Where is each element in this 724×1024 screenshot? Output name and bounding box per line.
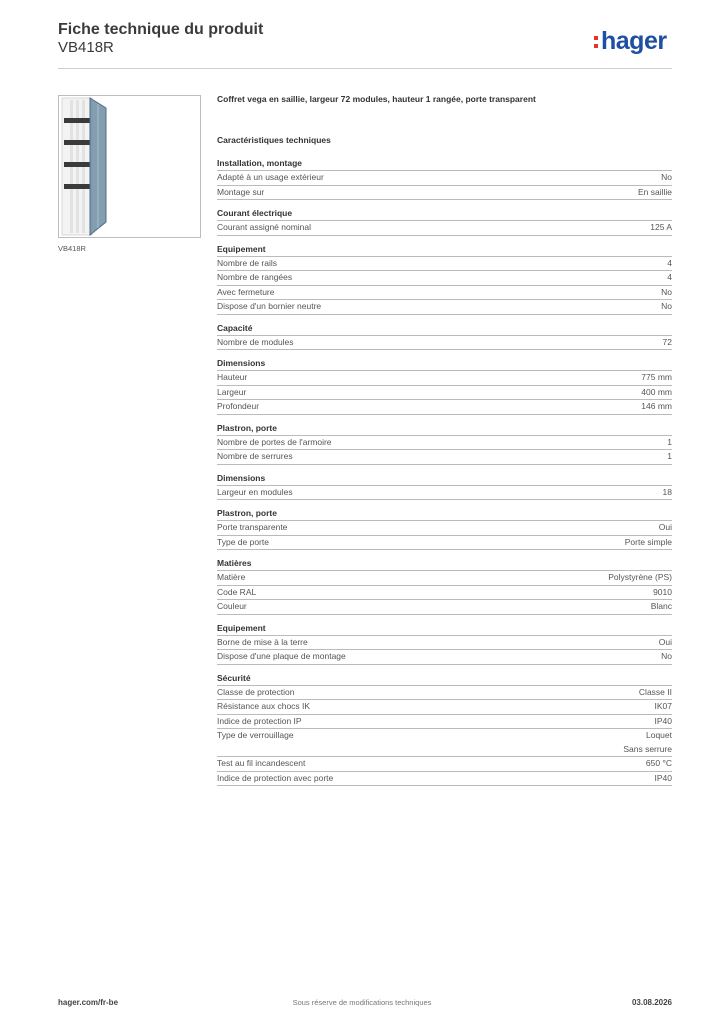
spec-row (217, 185, 672, 201)
spec-section (217, 622, 672, 665)
spec-label: Type de porte (217, 536, 269, 547)
spec-label: Matière (217, 572, 246, 582)
footer-date: 03.08.2026 (631, 998, 672, 1007)
spec-row (217, 335, 672, 351)
spec-section (217, 422, 672, 465)
spec-row (217, 771, 672, 787)
spec-label: Nombre de portes de l'armoire (217, 436, 332, 447)
spec-label: Indice de protection avec porte (217, 772, 334, 783)
spec-row (217, 385, 672, 400)
section-title: Dimensions (217, 472, 266, 483)
spec-row (217, 714, 672, 729)
spec-value: 400 mm (641, 386, 672, 397)
spec-row (217, 685, 672, 700)
footer-notice: Sous réserve de modifications techniques (292, 998, 432, 1007)
spec-row (217, 585, 672, 600)
spec-value: 125 A (650, 222, 672, 232)
spec-label: Test au fil incandescent (217, 758, 306, 768)
section-title: Plastron, porte (217, 422, 277, 433)
spec-value: IP40 (654, 772, 672, 783)
spec-label: Code RAL (217, 586, 257, 597)
spec-value: 4 (667, 257, 672, 268)
spec-row (217, 299, 672, 315)
spec-section (217, 357, 672, 415)
spec-label: Largeur en modules (217, 486, 293, 497)
spec-label: Nombre de rangées (217, 272, 293, 282)
spec-value: Polystyrène (PS) (608, 572, 672, 582)
document-title: Fiche technique du produit (58, 21, 264, 38)
section-title: Equipement (217, 243, 266, 254)
spec-row (217, 485, 672, 501)
spec-row (217, 535, 672, 551)
spec-label: Largeur (217, 386, 247, 397)
spec-section (217, 157, 672, 200)
enclosure-illustration-icon (59, 96, 200, 237)
logo-text: hager (601, 27, 667, 55)
spec-label: Borne de mise à la terre (217, 636, 308, 647)
spec-label: Nombre de modules (217, 336, 294, 347)
spec-label: Résistance aux chocs IK (217, 701, 311, 711)
section-title: Equipement (217, 622, 266, 633)
logo-dots-icon (594, 34, 600, 50)
section-title: Capacité (217, 322, 253, 333)
spec-label: Courant assigné nominal (217, 222, 312, 232)
spec-label: Avec fermeture (217, 286, 275, 297)
spec-label: Adapté à un usage extérieur (217, 172, 324, 182)
spec-label: Dispose d'un bornier neutre (217, 301, 322, 311)
section-title: Plastron, porte (217, 508, 277, 518)
section-title: Sécurité (217, 672, 251, 683)
spec-section (217, 207, 672, 236)
spec-value: 18 (662, 486, 672, 497)
header-divider (58, 68, 672, 69)
spec-label: Montage sur (217, 186, 265, 197)
spec-value: IP40 (654, 715, 672, 726)
spec-value: Classe II (638, 686, 672, 697)
spec-label: Couleur (217, 601, 247, 611)
spec-value: 1 (667, 436, 672, 447)
spec-section (217, 557, 672, 615)
spec-row (217, 756, 672, 771)
spec-label: Profondeur (217, 401, 260, 411)
hager-logo (594, 28, 667, 54)
spec-label: Porte transparente (217, 522, 288, 532)
spec-label: Type de verrouillage (217, 730, 294, 740)
spec-label: Nombre de serrures (217, 451, 293, 461)
product-description: Coffret vega en saillie, largeur 72 modules, hauteur 1 rangée, porte transparent (217, 94, 536, 104)
spec-row (217, 370, 672, 385)
spec-value: No (661, 651, 672, 661)
spec-value: Porte simple (624, 536, 672, 547)
spec-row (217, 570, 672, 585)
spec-value: 146 mm (641, 401, 672, 411)
spec-value: 775 mm (641, 372, 672, 382)
spec-value: 9010 (653, 586, 672, 597)
section-title: Installation, montage (217, 158, 303, 168)
spec-section (217, 322, 672, 351)
spec-label: Dispose d'une plaque de montage (217, 651, 346, 661)
spec-value: Oui (658, 522, 672, 532)
spec-value: Loquet Sans serrure (623, 730, 672, 754)
spec-value: 1 (667, 451, 672, 461)
spec-row (217, 399, 672, 415)
spec-sections (217, 157, 672, 786)
technical-sheet (217, 94, 672, 793)
spec-row (217, 435, 672, 450)
section-title: Courant électrique (217, 208, 293, 218)
spec-row (217, 649, 672, 665)
spec-value: En saillie (637, 186, 672, 197)
spec-row (217, 256, 672, 271)
spec-row (217, 270, 672, 285)
spec-value: 72 (662, 336, 672, 347)
spec-row (217, 449, 672, 465)
spec-value: Blanc (650, 601, 672, 611)
spec-value: No (661, 172, 672, 182)
spec-value: No (661, 286, 672, 297)
spec-row (217, 220, 672, 236)
spec-row (217, 599, 672, 615)
product-reference: VB418R (58, 39, 114, 56)
spec-label: Hauteur (217, 372, 248, 382)
spec-section (217, 472, 672, 501)
spec-label: Indice de protection IP (217, 715, 302, 726)
spec-row (217, 520, 672, 535)
spec-row (217, 728, 672, 756)
spec-section (217, 507, 672, 550)
spec-row (217, 635, 672, 650)
spec-row (217, 285, 672, 300)
spec-value: Oui (658, 636, 672, 647)
spec-value: 650 °C (645, 758, 672, 768)
spec-section (217, 243, 672, 315)
product-image (58, 95, 201, 238)
spec-row (217, 699, 672, 714)
spec-value: 4 (667, 272, 672, 282)
spec-section (217, 672, 672, 787)
section-title: Dimensions (217, 358, 266, 368)
spec-label: Nombre de rails (217, 257, 277, 268)
section-title: Matières (217, 558, 252, 568)
spec-label: Classe de protection (217, 686, 295, 697)
spec-value: IK07 (654, 701, 672, 711)
spec-row (217, 170, 672, 185)
image-caption: VB418R (58, 244, 86, 253)
characteristics-title: Caractéristiques techniques (217, 135, 331, 145)
footer-website: hager.com/fr-be (58, 998, 119, 1007)
spec-value: No (661, 301, 672, 311)
